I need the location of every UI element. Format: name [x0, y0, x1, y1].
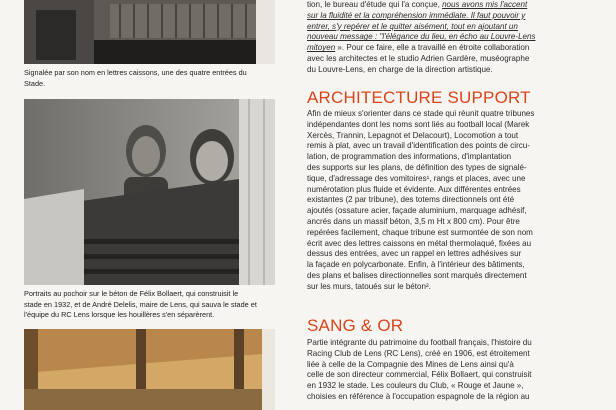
body-line: sur les murs, tatoués sur le béton².: [307, 281, 431, 291]
body-text: du Louvre-Lens, en charge de la direction artistique.: [307, 64, 493, 74]
caption-stencil-portraits: [24, 289, 280, 321]
body-text: tion, le bureau d'étude qui l'a conçue,: [307, 0, 443, 9]
body-line: celle de son directeur commercial, Félix Bollaert, qui construisit: [307, 370, 532, 380]
body-text: avec les architectes et le studio Adrien Gardère, muséographe: [307, 53, 530, 63]
body-line: Afin de mieux s'orienter dans ce stade qui réunit quatre tribunes: [307, 109, 535, 118]
intro-line: [307, 22, 587, 33]
body-line: écrit avec des lettres caissons en métal thermolaqué, fixées au: [307, 238, 532, 248]
body-line: numérotation plus fluide et évidente. Aux différentes entrées: [307, 184, 521, 194]
photo-stencil-portraits: [24, 99, 275, 285]
quote-text: sur la fluidité et la compréhension immédiate. Il faut pouvoir y: [307, 10, 526, 20]
photo-stadium-entrance: [24, 0, 275, 64]
body-line: Xercès, Trannin, Lepagnot et Delacourt), Locomotion a tout: [307, 130, 519, 140]
intro-line: [307, 43, 587, 54]
body-line: tique, d'adressage des vomitoires¹, rangs et places, avec une: [307, 173, 526, 183]
section-heading-sang-or: SANG & OR: [307, 316, 404, 335]
photo-stand-structure: [24, 329, 275, 410]
architecture-support-paragraph: [307, 109, 587, 293]
photo-stencil-portraits-image: [24, 99, 275, 285]
intro-line: [307, 54, 587, 65]
body-text: ». Pour ce faire, elle a travaillé en étroite collaboration: [335, 43, 530, 53]
intro-paragraph: [307, 0, 587, 76]
body-line: la façade en polycarbonate. Enfin, à l'intérieur des bâtiments,: [307, 260, 525, 270]
body-line: lation, de programmation des informations, d'implantation: [307, 152, 512, 162]
body-line: en 1932 le stade. Les couleurs du Club, « Rouge et Jaune »,: [307, 381, 524, 391]
body-line: remis à plat, avec un travail d'identification des points de circu-: [307, 141, 530, 151]
caption-line: l'équipe du RC Lens lorsque les houillères s'en séparèrent.: [24, 310, 215, 320]
body-line: ancrés dans un massif béton, 3,5 m Ht x 800 cm). Pour être: [307, 216, 520, 226]
body-line: repérées facilement, chaque tribune est surmontée de son nom: [307, 227, 533, 237]
quote-text: nouveau message : "l'élégance du lieu, en écho au Louvre-Lens: [307, 32, 536, 42]
body-line: indépendantes dont les noms sont liés au football local (Marek: [307, 119, 530, 129]
body-line: des supports sur les plans, de définition des types de signalé-: [307, 162, 527, 172]
quote-text: entrer, s'y repérer et le quitter aisément, tout en ajoutant un: [307, 21, 518, 31]
caption-line: Signalée par son nom en lettres caissons, une des quatre entrées du: [24, 68, 247, 77]
caption-line: Stade.: [24, 78, 46, 88]
body-line: existantes (2 par tribune), des totems directionnels ont été: [307, 195, 515, 205]
intro-line: [307, 0, 587, 11]
body-line: ajoutés (ossature acier, façade aluminium, marquage adhésif,: [307, 206, 527, 216]
sang-or-paragraph: [307, 338, 587, 403]
body-line: liée à celle de la Compagnie des Mines de Lens ainsi qu'à: [307, 359, 514, 369]
caption-line: Portraits au pochoir sur le béton de Félix Bollaert, qui construisit le: [24, 289, 239, 298]
body-line: Partie intégrante du patrimoine du football français, l'histoire du: [307, 338, 532, 347]
section-heading-architecture-support: ARCHITECTURE SUPPORT: [307, 88, 531, 107]
quote-text: nous avons mis l'accent: [442, 0, 528, 9]
caption-line: stade en 1932, et de André Delelis, maire de Lens, qui sauva le stade et: [24, 299, 257, 309]
body-line: dessus des entrées, avec un rappel en lettres adhésives sur: [307, 249, 522, 259]
photo-stadium-entrance-image: [24, 0, 275, 64]
body-line: choisies en référence à l'occupation espagnole de la région au: [307, 391, 530, 401]
intro-line: [307, 11, 587, 22]
caption-stadium-entrance: [24, 68, 280, 89]
intro-line: [307, 32, 587, 43]
body-line: des plans et balises directionnelles sont marqués directement: [307, 270, 527, 280]
quote-text: mitoyen: [307, 43, 336, 53]
intro-line: [307, 65, 587, 76]
body-line: Racing Club de Lens (RC Lens), créé en 1906, est étroitement: [307, 348, 530, 358]
photo-stand-structure-image: [24, 329, 275, 410]
